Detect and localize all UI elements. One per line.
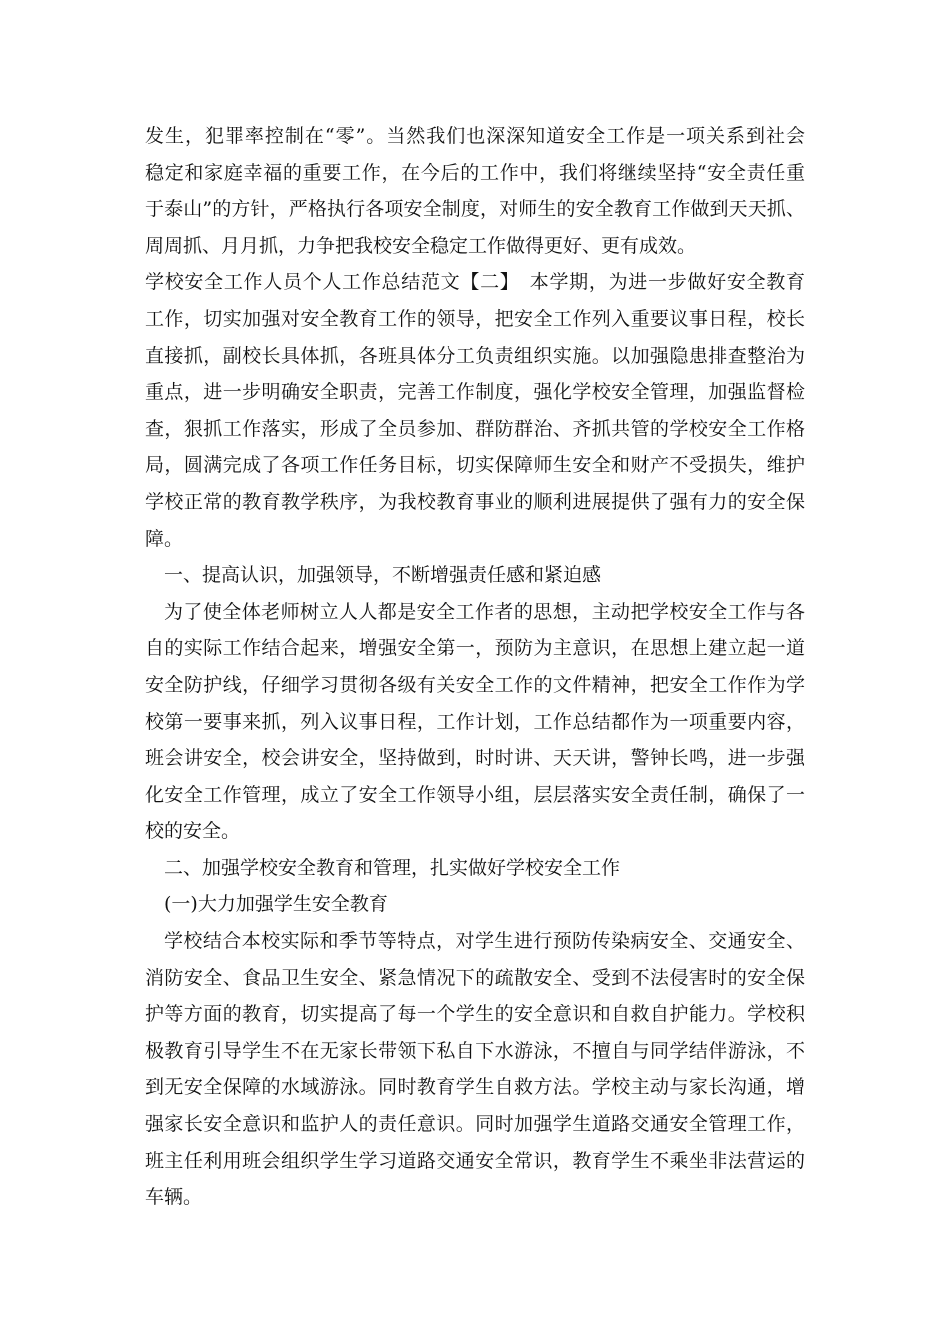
paragraph-line: 安全防护线，仔细学习贯彻各级有关安全工作的文件精神，把安全工作作为学 — [145, 673, 805, 696]
paragraph-line: 极教育引导学生不在无家长带领下私自下水游泳，不擅自与同学结伴游泳，不 — [145, 1039, 805, 1062]
paragraph-line: 班会讲安全，校会讲安全，坚持做到，时时讲、天天讲，警钟长鸣，进一步强 — [145, 747, 805, 770]
paragraph-line: 工作，切实加强对安全教育工作的领导，把安全工作列入重要议事日程，校长 — [145, 307, 805, 330]
paragraph-line: 校第一要事来抓，列入议事日程，工作计划，工作总结都作为一项重要内容， — [145, 710, 805, 733]
paragraph-line: 强家长安全意识和监护人的责任意识。同时加强学生道路交通安全管理工作， — [145, 1113, 805, 1136]
paragraph-line: 化安全工作管理，成立了安全工作领导小组，层层落实安全责任制，确保了一 — [145, 783, 805, 806]
paragraph-line: 于泰山”的方针，严格执行各项安全制度，对师生的安全教育工作做到天天抓、 — [145, 198, 805, 221]
paragraph-line-indented: 为了使全体老师树立人人都是安全工作者的思想，主动把学校安全工作与各 — [164, 600, 805, 623]
paragraph-line-indented: 学校结合本校实际和季节等特点，对学生进行预防传染病安全、交通安全、 — [164, 930, 805, 953]
paragraph-line: 到无安全保障的水域游泳。同时教育学生自救方法。学校主动与家长沟通，增 — [145, 1076, 805, 1099]
paragraph-line: 局，圆满完成了各项工作任务目标，切实保障师生安全和财产不受损失，维护 — [145, 454, 805, 477]
paragraph-line: 稳定和家庭幸福的重要工作，在今后的工作中，我们将继续坚持“安全责任重 — [145, 161, 805, 184]
paragraph-line-indented: 一、提高认识，加强领导，不断增强责任感和紧迫感 — [164, 564, 602, 587]
paragraph-line: 护等方面的教育，切实提高了每一个学生的安全意识和自救自护能力。学校积 — [145, 1003, 805, 1026]
paragraph-line: 重点，进一步明确安全职责，完善工作制度，强化学校安全管理，加强监督检 — [145, 381, 805, 404]
paragraph-line-indented: 二、加强学校安全教育和管理，扎实做好学校安全工作 — [164, 856, 621, 879]
paragraph-line: 周周抓、月月抓，力争把我校安全稳定工作做得更好、更有成效。 — [145, 234, 697, 257]
paragraph-line: 自的实际工作结合起来，增强安全第一，预防为主意识，在思想上建立起一道 — [145, 637, 805, 660]
paragraph-line: 学校正常的教育教学秩序，为我校教育事业的顺利进展提供了强有力的安全保 — [145, 490, 805, 513]
paragraph-line: 班主任利用班会组织学生学习道路交通安全常识，教育学生不乘坐非法营运的 — [145, 1149, 805, 1172]
paragraph-line: 查，狠抓工作落实，形成了全员参加、群防群治、齐抓共管的学校安全工作格 — [145, 417, 805, 440]
paragraph-line: 学校安全工作人员个人工作总结范文【二】 本学期，为进一步做好安全教育 — [145, 271, 805, 294]
paragraph-line: 消防安全、食品卫生安全、紧急情况下的疏散安全、受到不法侵害时的安全保 — [145, 966, 805, 989]
paragraph-line: 障。 — [145, 527, 184, 550]
paragraph-line: 校的安全。 — [145, 820, 241, 843]
paragraph-line: 发生，犯罪率控制在“零”。当然我们也深深知道安全工作是一项关系到社会 — [145, 125, 805, 147]
paragraph-line-indented: (一)大力加强学生安全教育 — [164, 893, 388, 916]
paragraph-line: 车辆。 — [145, 1186, 203, 1209]
paragraph-line: 直接抓，副校长具体抓，各班具体分工负责组织实施。以加强隐患排查整治为 — [145, 344, 805, 367]
document-body — [145, 118, 805, 1216]
